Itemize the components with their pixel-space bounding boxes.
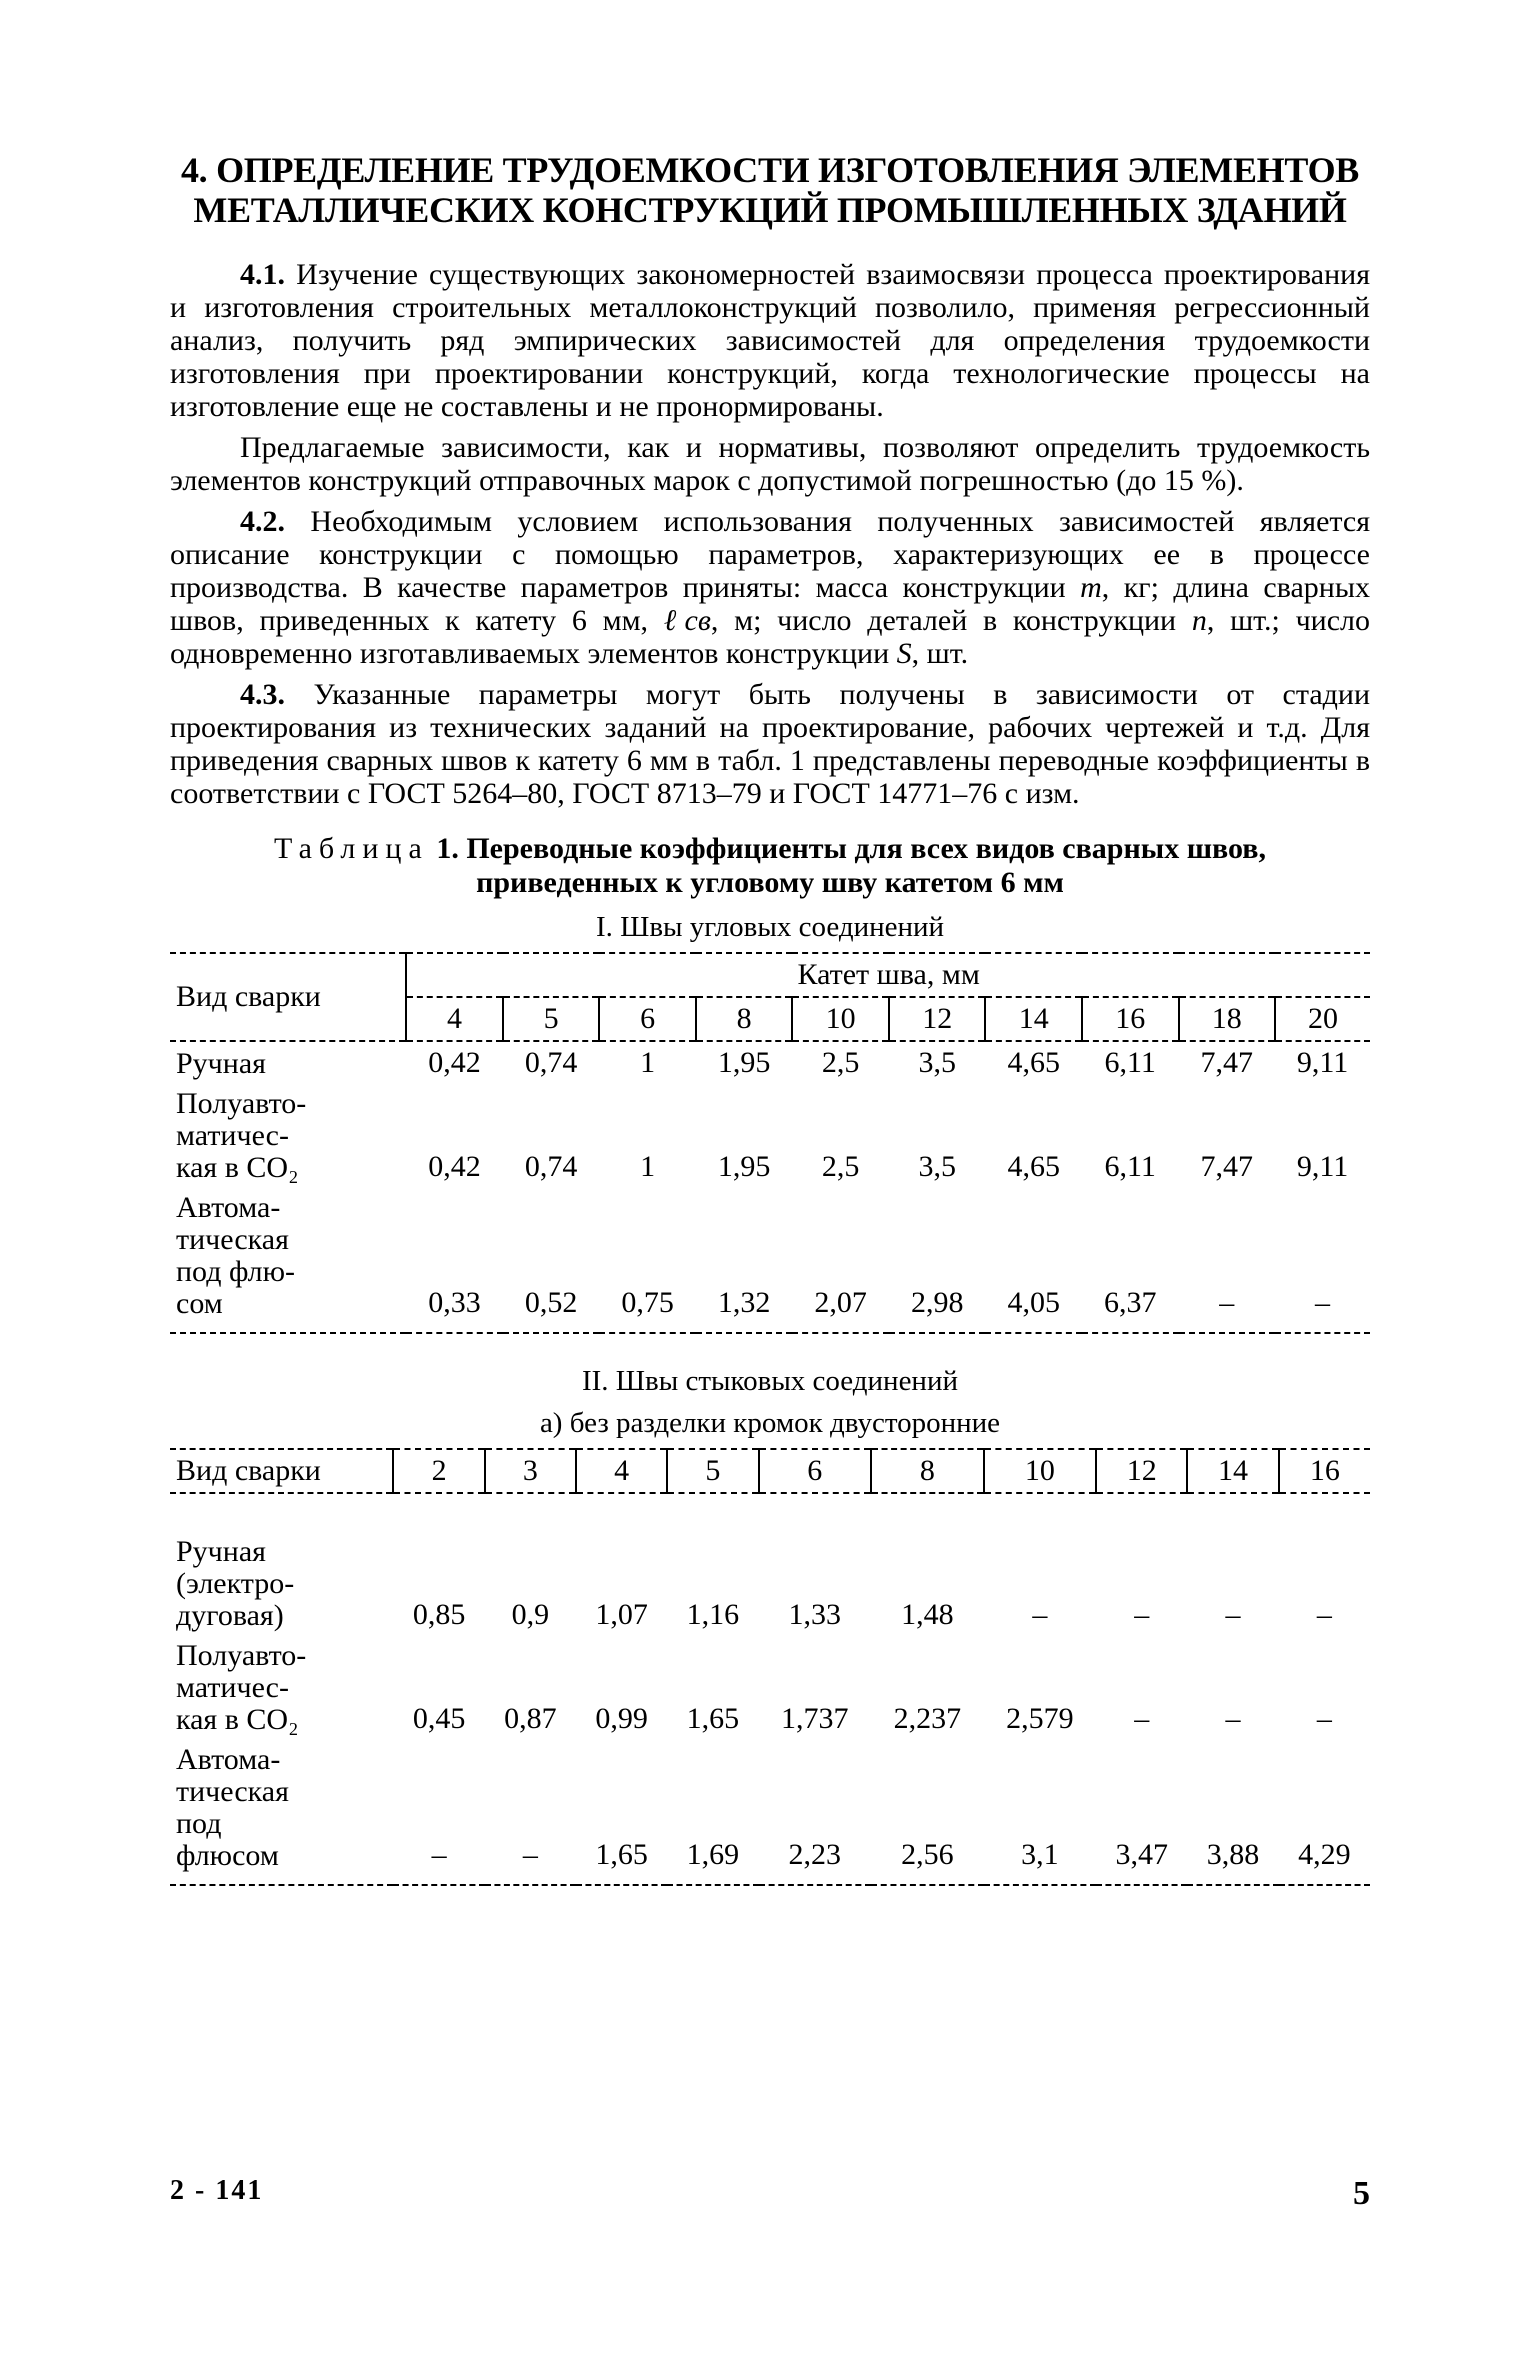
table-cell: –: [1032, 1598, 1048, 1631]
table-cell: 2,23: [788, 1838, 842, 1871]
table-cell: 0,42: [428, 1046, 481, 1079]
table-cell: 3,47: [1115, 1838, 1168, 1871]
table-cell: 4,05: [1007, 1286, 1060, 1319]
table-title-line-2: приведенных к угловому шву катетом 6 мм: [476, 866, 1064, 899]
row-label-line: сом: [176, 1287, 223, 1320]
table-cell: 1: [640, 1046, 656, 1079]
table-cell: 1,65: [595, 1838, 648, 1871]
paragraph-text: , м; число деталей в конструкции: [710, 604, 1177, 637]
clause-number: 4.2.: [240, 505, 285, 538]
section-heading: [170, 150, 1370, 230]
row-label-line: под: [176, 1807, 222, 1840]
column-header: 12: [1096, 1449, 1187, 1493]
row-weld-type: [170, 1188, 406, 1324]
paragraph-text: Необходимым условием использования полученных зависимостей является описание конструкции с помощью параметров, характеризующих ее в процессе производства. В качестве параметров приняты: масса конструкции: [170, 505, 1370, 604]
table-cell: –: [1134, 1598, 1150, 1631]
paragraph-text: Предлагаемые зависимости, как и нормативы, позволяют определить трудоемкость элементов конструкций отправочных марок с допустимой погрешностью (до 15 %).: [170, 431, 1370, 497]
clause-number: 4.3.: [240, 678, 285, 711]
row-label-line: под флю-: [176, 1255, 296, 1288]
heading-line-1: 4. ОПРЕДЕЛЕНИЕ ТРУДОЕМКОСТИ ИЗГОТОВЛЕНИЯ ЭЛЕМЕНТОВ: [180, 150, 1360, 190]
table-cell: 0,45: [412, 1702, 466, 1735]
column-header: 8: [871, 1449, 984, 1493]
row-label-line: Автома-: [176, 1191, 281, 1224]
table-cell: 2,5: [821, 1150, 860, 1183]
table-cell: 0,74: [524, 1150, 578, 1183]
table-cell: 1,32: [717, 1286, 771, 1319]
table-cell: –: [1316, 1598, 1332, 1631]
table-row: [170, 1188, 1370, 1324]
column-header: 18: [1179, 997, 1276, 1041]
table-cell: 0,74: [524, 1046, 578, 1079]
column-header: 6: [599, 997, 696, 1041]
column-header: 5: [503, 997, 600, 1041]
clause-number: 4.1.: [240, 258, 285, 291]
row-weld-type: [170, 1084, 406, 1188]
table-cell: 0,87: [504, 1702, 557, 1735]
table-cell: 7,47: [1200, 1046, 1254, 1079]
table-cell: 9,11: [1296, 1150, 1349, 1183]
table-cell: 3,5: [918, 1150, 956, 1183]
column-header: 14: [985, 997, 1082, 1041]
row-weld-type: [170, 1532, 393, 1636]
column-header: 14: [1187, 1449, 1278, 1493]
variable-s: S: [896, 637, 912, 670]
column-header-weld-type: Вид сварки: [170, 953, 406, 1041]
table-cell: 2,98: [910, 1286, 964, 1319]
row-label-line: Полуавто-: [176, 1087, 307, 1120]
column-header: 10: [792, 997, 889, 1041]
table-row: [170, 1084, 1370, 1188]
table-caption: [170, 832, 1370, 900]
table-row: [170, 1740, 1370, 1876]
table-cell: 1,737: [781, 1702, 849, 1735]
document-page: [170, 150, 1370, 1886]
table-cell: –: [1225, 1702, 1241, 1735]
table-cell: –: [1315, 1286, 1331, 1319]
row-label-line: Ручная: [176, 1047, 266, 1080]
row-weld-type: [170, 1740, 393, 1876]
table-title: 1. Переводные коэффициенты для всех видов сварных швов,: [436, 832, 1266, 865]
table-cell: 1,16: [686, 1598, 740, 1631]
table-cell: 4,65: [1007, 1150, 1060, 1183]
table-cell: 2,5: [821, 1046, 860, 1079]
table-cell: 4,65: [1007, 1046, 1060, 1079]
column-header: 5: [667, 1449, 758, 1493]
table1-section-title: I. Швы угловых соединений: [595, 911, 945, 943]
row-weld-type: [170, 1041, 406, 1084]
column-header: 2: [393, 1449, 484, 1493]
column-header: 3: [485, 1449, 576, 1493]
footer-code: 2 - 141: [170, 2175, 264, 2206]
table-cell: 2,579: [1006, 1702, 1074, 1735]
table-butt-welds: [170, 1448, 1370, 1886]
table-cell: 1,07: [595, 1598, 648, 1631]
column-header: 4: [576, 1449, 667, 1493]
row-label-line: Автома-: [176, 1743, 281, 1776]
table-cell: 6,37: [1104, 1286, 1157, 1319]
column-header: 4: [406, 997, 503, 1041]
row-label-line: (электро-: [176, 1567, 295, 1600]
variable-m: m: [1080, 571, 1102, 604]
column-header: 16: [1279, 1449, 1370, 1493]
row-label-line: матичес-: [176, 1119, 289, 1152]
column-header: 16: [1082, 997, 1179, 1041]
column-header: 8: [696, 997, 793, 1041]
table-cell: 1,95: [717, 1150, 771, 1183]
table-cell: 0,52: [524, 1286, 578, 1319]
row-label-line: Ручная: [176, 1535, 266, 1568]
table-cell: –: [1219, 1286, 1235, 1319]
table-cell: 2,56: [901, 1838, 954, 1871]
table-cell: 6,11: [1104, 1150, 1156, 1183]
table-cell: 1,69: [686, 1838, 740, 1871]
column-group-header: Катет шва, мм: [406, 953, 1370, 997]
table-row: [170, 1636, 1370, 1740]
table-cell: 3,88: [1206, 1838, 1260, 1871]
table-row: [170, 1041, 1370, 1084]
paragraph-text: Изучение существующих закономерностей взаимосвязи процесса проектирования и изготовления строительных металлоконструкций позволило, применяя регрессионный анализ, получить ряд эмпирических зависимостей для определения трудоемкости изготовления при проектировании конструкций, когда технологические процессы на изготовление еще не составлены и не пронормированы.: [170, 258, 1370, 423]
paragraph-4-2: [170, 505, 1370, 670]
variable-n: n: [1191, 604, 1207, 637]
paragraph-4-1: [170, 258, 1370, 423]
table-cell: 3,1: [1021, 1838, 1059, 1871]
table-end-rule: [170, 1876, 1370, 1885]
table2-subsection-title: а) без разделки кромок двусторонние: [539, 1407, 1001, 1439]
paragraph-text: Указанные параметры могут быть получены в зависимости от стадии проектирования из технических заданий на проектирование, рабочих чертежей и т.д. Для приведения сварных швов к катету 6 мм в табл. 1 представлены переводные коэффициенты в соответствии с ГОСТ 5264–80, ГОСТ 8713–79 и ГОСТ 14771–76 с изм.: [170, 678, 1371, 810]
table-cell: 9,11: [1296, 1046, 1349, 1079]
paragraph-text: , шт.; число одновременно изготавливаемых элементов конструкции: [170, 604, 1371, 670]
variable-l-sv: ℓсв: [663, 604, 711, 637]
table-cell: –: [1134, 1702, 1150, 1735]
table-cell: 0,42: [428, 1150, 481, 1183]
table-cell: 0,85: [412, 1598, 466, 1631]
table-fillet-welds: [170, 952, 1370, 1334]
paragraph-4-1-b: [170, 431, 1370, 497]
table-cell: –: [522, 1838, 538, 1871]
page-number: 5: [1353, 2175, 1370, 2212]
row-label-line: флюсом: [176, 1839, 279, 1872]
column-header: 12: [889, 997, 986, 1041]
table-cell: 0,9: [511, 1598, 550, 1631]
header-row: [170, 953, 1370, 997]
header-row: [170, 1449, 1370, 1493]
table-row: [170, 1532, 1370, 1636]
paragraph-4-3: [170, 678, 1370, 810]
table-cell: 2,237: [893, 1702, 962, 1735]
table-cell: 3,5: [918, 1046, 956, 1079]
column-header: 20: [1275, 997, 1370, 1041]
row-label-line: тическая: [176, 1775, 289, 1808]
table-label: Таблица: [274, 832, 429, 865]
table-cell: 6,11: [1104, 1046, 1156, 1079]
table-cell: 1,95: [717, 1046, 771, 1079]
table-cell: 0,75: [621, 1286, 674, 1319]
table-cell: 0,99: [595, 1702, 648, 1735]
row-label-line: кая в CO₂: [176, 1703, 299, 1736]
table-cell: 1: [640, 1150, 656, 1183]
table-cell: 1,65: [686, 1702, 740, 1735]
heading-line-2: МЕТАЛЛИЧЕСКИХ КОНСТРУКЦИЙ ПРОМЫШЛЕННЫХ ЗДАНИЙ: [193, 190, 1347, 230]
table-cell: –: [1225, 1598, 1241, 1631]
row-weld-type: [170, 1636, 393, 1740]
column-header: 10: [984, 1449, 1097, 1493]
spacer-row: [170, 1493, 1370, 1532]
column-header-weld-type: Вид сварки: [170, 1449, 393, 1493]
table-end-rule: [170, 1324, 1370, 1333]
table-cell: 0,33: [428, 1286, 481, 1319]
table-cell: 2,07: [814, 1286, 867, 1319]
table-cell: 4,29: [1298, 1838, 1351, 1871]
row-label-line: кая в CO₂: [176, 1151, 299, 1184]
table-cell: 7,47: [1200, 1150, 1254, 1183]
paragraph-text: , кг; длина сварных швов, приведенных к катету 6 мм,: [170, 571, 1370, 637]
row-label-line: матичес-: [176, 1671, 289, 1704]
row-label-line: тическая: [176, 1223, 289, 1256]
table-cell: 1,48: [901, 1598, 954, 1631]
row-label-line: Полуавто-: [176, 1639, 307, 1672]
table-cell: –: [1316, 1702, 1332, 1735]
paragraph-text: , шт.: [911, 637, 969, 670]
table-cell: 1,33: [788, 1598, 842, 1631]
column-header: 6: [759, 1449, 872, 1493]
table-cell: –: [431, 1838, 447, 1871]
row-label-line: дуговая): [176, 1599, 284, 1632]
table2-section-title: II. Швы стыковых соединений: [581, 1365, 958, 1397]
